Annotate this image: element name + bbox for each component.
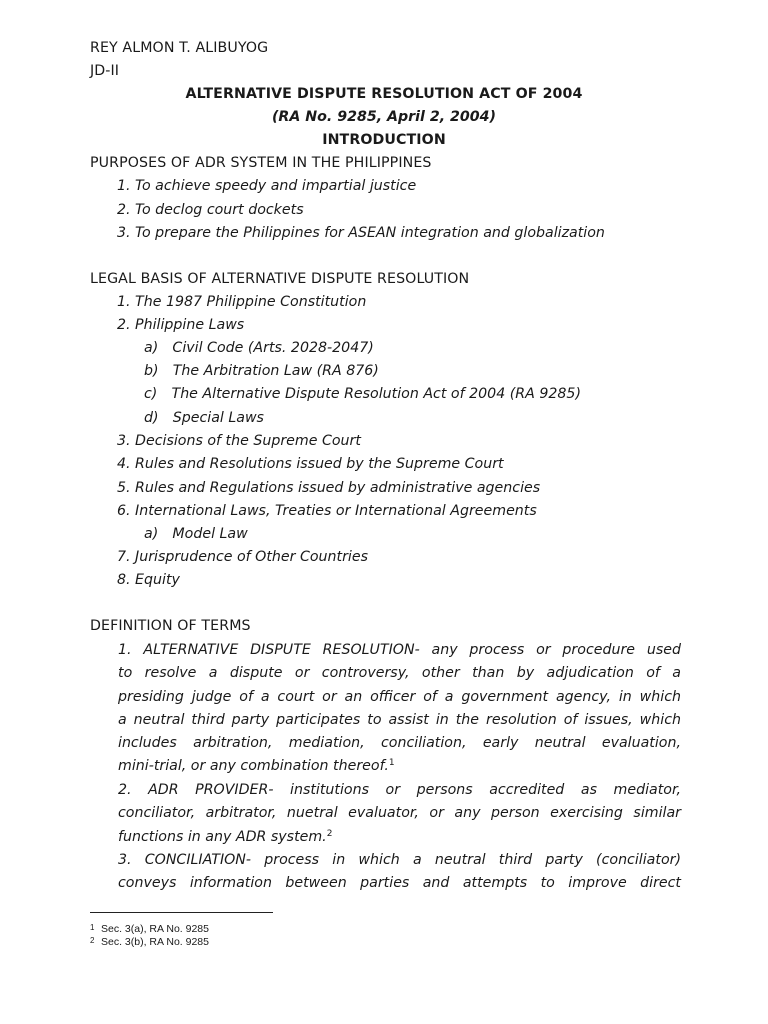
footnote-text: Sec. 3(b), RA No. 9285 xyxy=(101,936,209,948)
paragraph-line: 3. CONCILIATION- process in which a neutral third party (conciliator) xyxy=(118,852,681,868)
footnote xyxy=(90,934,209,949)
section-heading: INTRODUCTION xyxy=(322,132,446,148)
course-label: JD-II xyxy=(90,63,120,79)
list-item: 1. The 1987 Philippine Constitution xyxy=(117,294,367,310)
paragraph-line: conciliator, arbitrator, nuetral evaluator, or any person exercising similar xyxy=(118,805,681,822)
list-item: 2. Philippine Laws xyxy=(117,317,245,333)
sub-list-item: d) Special Laws xyxy=(144,410,264,426)
paragraph-line: to resolve a dispute or controversy, other than by adjudication of a xyxy=(118,665,681,682)
definitions-heading: DEFINITION OF TERMS xyxy=(90,618,251,634)
list-item: 2. To declog court dockets xyxy=(117,202,304,218)
author-name: REY ALMON T. ALIBUYOG xyxy=(90,40,269,56)
definition-adr-provider xyxy=(118,779,681,849)
footnote-number: 1 xyxy=(90,923,95,932)
paragraph-line xyxy=(118,755,681,778)
sub-list-item: b) The Arbitration Law (RA 876) xyxy=(144,363,379,379)
paragraph-line xyxy=(118,826,681,849)
sub-list-item: c) The Alternative Dispute Resolution Act of 2004 (RA 9285) xyxy=(144,386,581,402)
footnote-ref: 1 xyxy=(388,758,395,769)
footnote-number: 2 xyxy=(90,936,95,945)
paragraph-line: conveys information between parties and attempts to improve direct xyxy=(118,875,681,892)
footnote-text: Sec. 3(a), RA No. 9285 xyxy=(101,923,209,935)
list-item: 3. Decisions of the Supreme Court xyxy=(117,433,361,449)
paragraph-line-text: functions in any ADR system. xyxy=(118,828,327,845)
footnote-separator xyxy=(90,912,273,913)
legal-basis-heading: LEGAL BASIS OF ALTERNATIVE DISPUTE RESOLUTION xyxy=(90,271,470,287)
footnote-ref: 2 xyxy=(326,828,333,839)
list-item: 1. To achieve speedy and impartial justice xyxy=(117,178,417,194)
paragraph-line: presiding judge of a court or an officer of a government agency, in which xyxy=(118,688,681,705)
list-item: 6. International Laws, Treaties or International Agreements xyxy=(117,503,537,519)
sub-list-item: a) Model Law xyxy=(144,526,248,542)
sub-list-item: a) Civil Code (Arts. 2028-2047) xyxy=(144,340,374,356)
document-subtitle: (RA No. 9285, April 2, 2004) xyxy=(271,109,497,125)
list-item: 7. Jurisprudence of Other Countries xyxy=(117,549,368,565)
paragraph-line: 1. ALTERNATIVE DISPUTE RESOLUTION- any process or procedure used xyxy=(118,642,681,658)
paragraph-line: includes arbitration, mediation, conciliation, early neutral evaluation, xyxy=(118,735,681,752)
definition-conciliation xyxy=(118,849,681,896)
list-item: 4. Rules and Resolutions issued by the Supreme Court xyxy=(117,456,504,472)
definition-adr xyxy=(118,639,681,779)
paragraph-line-text: mini-trial, or any combination thereof. xyxy=(118,758,389,775)
paragraph-line: a neutral third party participates to assist in the resolution of issues, which xyxy=(118,711,681,728)
document-title: ALTERNATIVE DISPUTE RESOLUTION ACT OF 2004 xyxy=(185,86,583,102)
list-item: 5. Rules and Regulations issued by administrative agencies xyxy=(117,480,541,496)
list-item: 3. To prepare the Philippines for ASEAN integration and globalization xyxy=(117,225,605,241)
paragraph-line: 2. ADR PROVIDER- institutions or persons accredited as mediator, xyxy=(118,782,681,798)
list-item: 8. Equity xyxy=(117,572,180,588)
purposes-heading: PURPOSES OF ADR SYSTEM IN THE PHILIPPINES xyxy=(90,155,432,171)
